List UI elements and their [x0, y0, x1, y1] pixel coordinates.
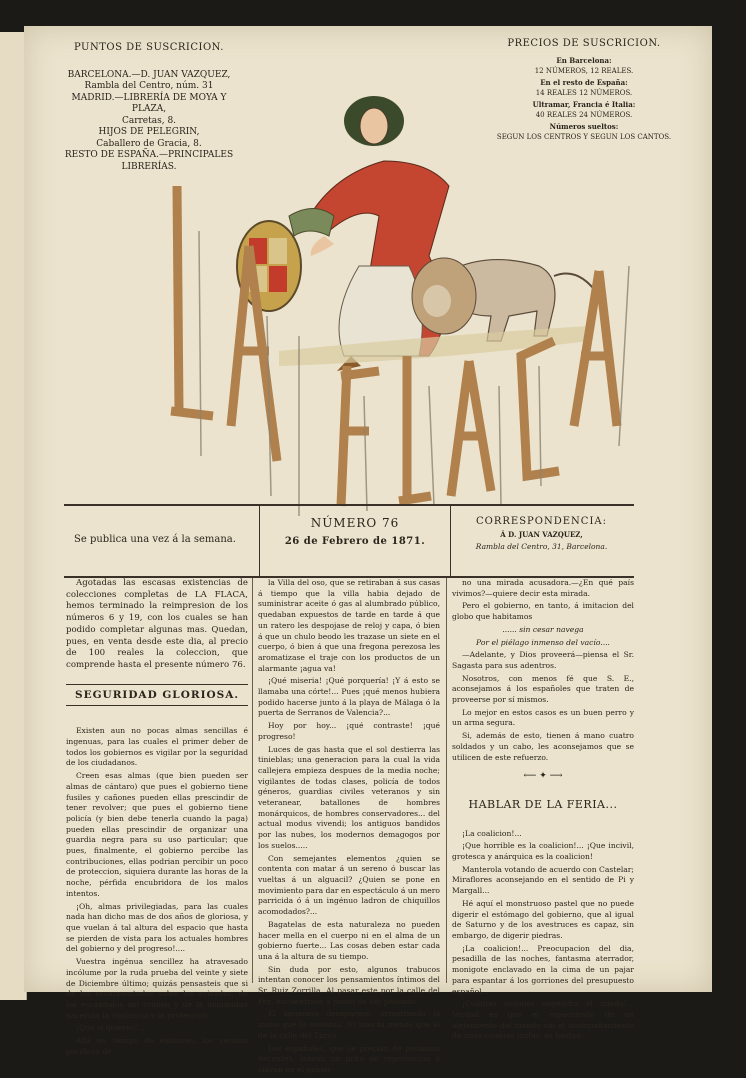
- article-paragraph: ¡La coalicion!...: [462, 828, 522, 838]
- correspondence-address: Rambla del Centro, 31, Barcelona.: [475, 542, 608, 551]
- issue-date: 26 de Febrero de 1871.: [284, 536, 426, 547]
- article-paragraph: Hoy por hoy... ¡qué contraste! ¡qué progreso!: [258, 721, 440, 741]
- article-paragraph: ¡Qué miseria! ¡Qué porquería! ¡Y á esto se llamaba una córte!... Pues ¡qué menos hubiera podido hacerse junto á la playa de Málaga ó la puerta de Serranos de Valencia?...: [258, 676, 440, 718]
- price-region: Números sueltos:: [549, 122, 619, 131]
- correspondence-heading: CORRESPONDENCIA:: [476, 516, 607, 527]
- article-paragraph: Con semejantes elementos ¿quien se contenta con matar á un sereno ó buscar las vueltas á un alguacil? ¿Quien se pone en movimiento para dar en espectáculo á un mero parricida ó á un ingénuo ladron de chiquillos acomodados?...: [258, 853, 440, 917]
- article-paragraph: Nosotros, con menos fé que S. E., aconsejamos á los españoles que traten de proveerse por sí mismos.: [452, 673, 634, 705]
- article-paragraph: Existen aun no pocas almas sencillas é ingenuas, para las cuales el primer deber de todos los gobiernos es vigilar por la seguridad de los ciudadanos.: [66, 726, 248, 768]
- ornament-divider: ⟵ ✦ ⟶: [523, 771, 563, 782]
- article-paragraph: —Adelante, y Dios proveerá—piensa el Sr. Sagasta para sus adentros.: [452, 650, 634, 670]
- column-2: [258, 578, 440, 1078]
- column-3: [452, 578, 634, 1044]
- article-paragraph: ¡Cuántas visiones engendra el miedo!... Verdad es que el espectáculo de un alejamiento del mando sin el acompañamiento de unas cuantas trufas, es bastan-: [452, 999, 634, 1041]
- verse-quote: Por el piélago inmenso del vacío....: [476, 637, 610, 647]
- subscription-points-line: BARCELONA.—D. JUAN VAZQUEZ,: [67, 69, 231, 80]
- article-paragraph: Allá en tiempo de entonces, los vecinos pacíficos de: [66, 1036, 248, 1056]
- article-paragraph: Bagatelas de esta naturaleza no pueden hacer mella en el cuerpo ni en el alma de un gobierno fuerte... Las cosas deben estar cada una á la altura de su tiempo.: [258, 919, 440, 961]
- price-region: En Barcelona:: [556, 56, 612, 65]
- price-value: 40 REALES 24 NÚMEROS.: [535, 111, 633, 119]
- subscription-points-line: Carretas, 8.: [121, 115, 177, 126]
- subscription-prices-heading: PRECIOS DE SUSCRICION.: [507, 38, 661, 49]
- article-paragraph: Pero el gobierno, en tanto, á imitacion del globo que habitamos: [452, 601, 634, 622]
- article-paragraph: Sin duda por esto, algunos trabucos intentan conocer los pensamientos íntimos del Sr. Ruiz Zorrilla. Al pasar este por la calle del Pez, encuéntrase á punto de ser pescado.: [258, 964, 440, 1006]
- article-paragraph: ¡Que horrible es la coalicion!... ¡Que incivil, grotesca y anárquica es la coalicion!: [452, 841, 634, 862]
- masthead-center-cell: [259, 506, 451, 576]
- adjacent-page-edge: [0, 32, 27, 1000]
- column-divider: [252, 578, 253, 983]
- subscription-points-line: LIBRERÍAS.: [121, 161, 177, 172]
- subscription-points-line: MADRID.—LIBRERÍA DE MOYA Y PLAZA,: [71, 92, 227, 114]
- verse-quote: ...... sin cesar navega: [502, 624, 584, 634]
- article-paragraph: Hé aquí el monstruoso pastel que no puede digerir el estómago del gobierno, que al igual de Saturno y de los avestruces es capaz, sin embargo, de digerir piedras.: [452, 898, 634, 940]
- article-paragraph: Manterola votando de acuerdo con Castelar; Miraflores aconsejando en el sentido de Pi y Margall...: [452, 864, 634, 896]
- title-illustration: [129, 66, 629, 511]
- collection-notice: Agotadas las escasas existencias de colecciones completas de LA FLACA, hemos terminado la reimpresion de los números 6 y 19, con los cuales se han podido completar algunas mas. Quedan, pues, en venta desde este dia, al precio de 100 reales la coleccion, que comprende hasta el presente número 76.: [66, 578, 248, 670]
- article-paragraph: Creen esas almas (que bien pueden ser almas de cántaro) que pues el gobierno tiene fusiles y cañones pueden ellas prescindir de tener revolver; que pues el gobierno tiene policía (y bien debe tenerla cuando la paga) pueden ellas prescindir de organizar una guardia negra para su uso particular; que pues, finalmente, el gobierno percibe las contribuciones, ellas podrian percibir un poco de proteccion, siquiera durante las horas de la noche, pérfida encubridora de los malos intentos.: [66, 771, 248, 898]
- article-paragraph: ¡Oh, almas privilegiadas, para las cuales nada han dicho mas de dos años de gloriosa, y que vuelan á tal altura del espacio que hasta se pierden de vista para los actuales hombres del gobierno y del progreso!....: [66, 901, 248, 954]
- price-region: En el resto de España:: [540, 78, 628, 87]
- article-paragraph: El aguacero desaparece, arrastrando la mano que lo sostenía. Ni mas ni menos que lo de la calle del Turco.: [258, 1009, 440, 1040]
- article-paragraph: Los españoles, que se precian de personas decentes, lanzan un grito de reprobacion y clavan en el gobier-: [258, 1043, 440, 1074]
- article-paragraph: ¡La coalicion!... Preocupacion del dia, pesadilla de las noches, fantasma aterrador, monigote enclavado en la cima de un pajar para espantar á los gorriones del presupuesto español...: [452, 943, 634, 996]
- masthead-title: LA FLACA: [379, 451, 464, 470]
- article-paragraph: Si, además de esto, tienen á mano cuatro soldados y un cabo, les aconsejamos que se utilicen de este refuerzo.: [452, 731, 634, 762]
- price-region: Ultramar, Francia é Italia:: [532, 100, 636, 109]
- subscription-points-line: RESTO DE ESPAÑA.—PRINCIPALES: [64, 150, 234, 160]
- price-value: 14 REALES 12 NÚMEROS.: [535, 89, 633, 97]
- masthead-bar: [64, 504, 634, 578]
- article-paragraph: Luces de gas hasta que el sol destierra las tinieblas; una generacion para la cual la vida callejera empieza despues de la media noche; vigilantes de todas clases, policía de todos géneros, guardias civiles veteranos y sin veteranear, batallones de hombres monárquicos, de hombres conservadores... del actual modus vivendi; los antiguos bandidos por las nubes, los modernos demagogos por los suelos.....: [258, 744, 440, 850]
- subscription-points-line: Rambla del Centro, núm. 31: [84, 81, 214, 91]
- newspaper-page: [24, 26, 712, 1074]
- masthead-right-cell: [449, 506, 634, 576]
- price-value: SEGUN LOS CENTROS Y SEGUN LOS CANTOS.: [496, 133, 672, 141]
- column-1: [66, 578, 248, 1059]
- column-divider: [446, 578, 447, 983]
- publication-frequency: Se publica una vez á la semana.: [74, 534, 236, 545]
- issue-number: NÚMERO 76: [310, 516, 400, 530]
- subscription-points-line: HIJOS DE PELEGRIN,: [98, 127, 200, 137]
- masthead-left-cell: [64, 506, 259, 576]
- price-value: 12 NÚMEROS, 12 REALES.: [534, 67, 634, 75]
- subscription-points-heading: PUNTOS DE SUSCRICION.: [74, 42, 224, 53]
- correspondence-name: Á D. JUAN VAZQUEZ,: [500, 530, 583, 539]
- article-paragraph: la Villa del oso, que se retiraban á sus casas á tiempo que la villa habia dejado de suministrar aceite ó gas al alumbrado público, quedaban expuestos de tarde en tarde á que un ratero les despojase de reloj y capa, ó bien á que un chulo beodo les trazase un siete en el cuerpo, ó bien á que una fregona perezosa les aromatizase el traje con los productos de un alarmante ¡agua va!: [258, 578, 440, 673]
- article-paragraph: Vuestra ingénua sencillez ha atravesado incólume por la ruda prueba del veinte y siete de Diciembre último; quizás pensasteis que si de los escarmentados salen los avisados, de los escándalos del crímen y de la impunidad nacerian la vigilancia y la proteccion.: [66, 957, 248, 1020]
- article-title-seguridad: SEGURIDAD GLORIOSA.: [66, 684, 248, 707]
- article-paragraph: Lo mejor en estos casos es un buen perro y un arma segura.: [452, 707, 634, 728]
- subscription-points-line: Caballero de Gracia, 8.: [96, 138, 202, 149]
- article-paragraph: ¡Que si quieres!...: [76, 1023, 145, 1033]
- article-title-feria: HABLAR DE LA FERIA...: [468, 797, 618, 811]
- article-paragraph: no una mirada acusadora.—¿En qué país vivimos?—quiere decir esta mirada.: [452, 578, 634, 598]
